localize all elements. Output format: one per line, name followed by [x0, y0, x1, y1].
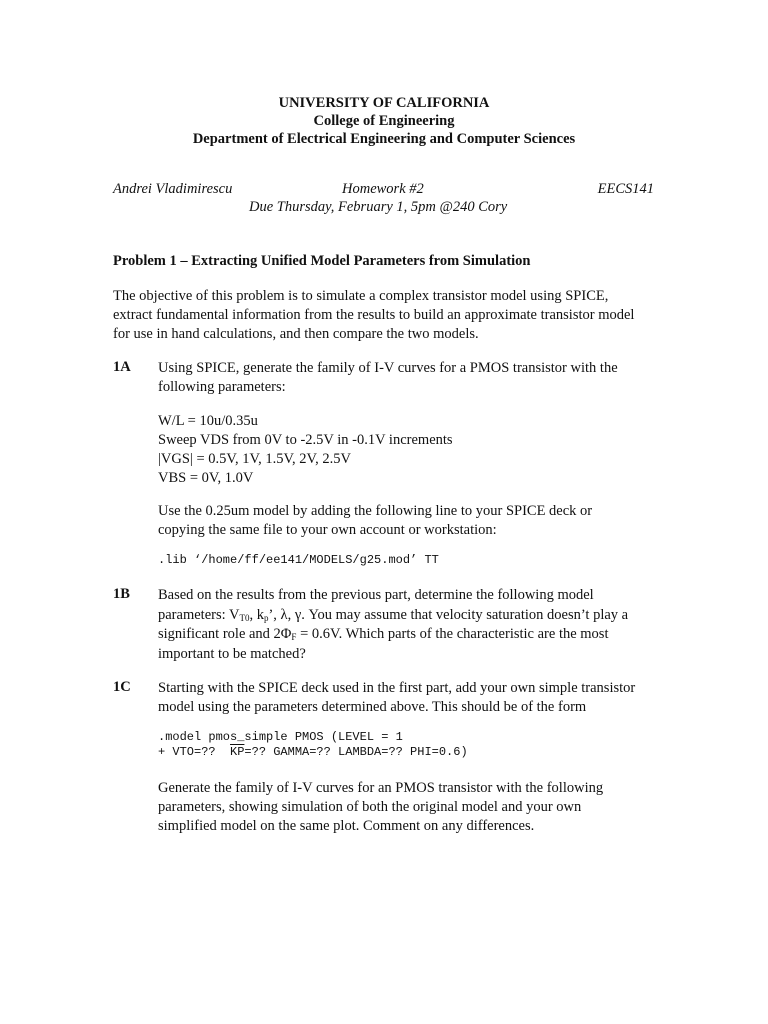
text-segment: parameters: V — [158, 606, 240, 623]
text-line: Using SPICE, generate the family of I-V curves for a PMOS transistor with the — [158, 360, 618, 376]
part-1c-outro — [158, 779, 678, 836]
part-1b-text — [158, 586, 678, 664]
text-segment: , k — [249, 606, 264, 623]
university-name: UNIVERSITY OF CALIFORNIA — [278, 95, 490, 111]
instructor-name: Andrei Vladimirescu — [113, 181, 233, 197]
problem-title: Problem 1 – Extracting Unified Model Parameters from Simulation — [113, 253, 531, 269]
part-1a-text — [158, 359, 658, 397]
subscript-p: p — [263, 612, 269, 623]
college-name: College of Engineering — [313, 113, 455, 129]
part-1a-label: 1A — [113, 359, 131, 375]
text-line: copying the same file to your own account or workstation: — [158, 522, 497, 538]
text-segment: significant role and 2Φ — [158, 626, 292, 642]
text-line — [158, 625, 678, 645]
part-1c-label: 1C — [113, 679, 131, 695]
department-name: Department of Electrical Engineering and Computer Sciences — [192, 131, 576, 147]
part-1a-note — [158, 502, 658, 540]
intro-paragraph — [113, 287, 673, 344]
part-1b-label: 1B — [113, 586, 130, 602]
intro-line: The objective of this problem is to simulate a complex transistor model using SPICE, — [113, 288, 609, 304]
assignment-title: Homework #2 — [342, 181, 424, 197]
text-line: Based on the results from the previous part, determine the following model — [158, 587, 594, 603]
spice-model-code-line1: .model pmos_simple PMOS (LEVEL = 1 — [158, 730, 403, 744]
param-line: Sweep VDS from 0V to -2.5V in -0.1V increments — [158, 432, 453, 448]
text-line — [158, 606, 678, 626]
spice-lib-code: .lib ‘/home/ff/ee141/MODELS/g25.mod’ TT — [158, 553, 439, 567]
text-line: model using the parameters determined above. This should be of the form — [158, 699, 587, 715]
part-1c-text — [158, 679, 678, 717]
text-line: following parameters: — [158, 379, 286, 395]
due-date: Due Thursday, February 1, 5pm @240 Cory — [249, 199, 508, 215]
intro-line: for use in hand calculations, and then compare the two models. — [113, 326, 479, 342]
spice-model-code-line2 — [158, 745, 468, 759]
text-line: simplified model on the same plot. Comment on any differences. — [158, 818, 535, 834]
subscript-f: F — [291, 632, 297, 642]
code-overline-segment: $\overline{KP}$ — [230, 745, 245, 759]
text-line: Starting with the SPICE deck used in the first part, add your own simple transistor — [158, 680, 636, 696]
subscript-t0: T0 — [239, 612, 250, 623]
part-1a-params — [158, 412, 658, 488]
text-line: Generate the family of I-V curves for an PMOS transistor with the following — [158, 780, 604, 796]
param-line: |VGS| = 0.5V, 1V, 1.5V, 2V, 2.5V — [158, 451, 351, 467]
param-line: W/L = 10u/0.35u — [158, 413, 258, 429]
text-segment: ’, λ, γ. You may assume that velocity saturation doesn’t play a — [268, 606, 629, 623]
course-code: EECS141 — [597, 181, 654, 197]
text-line: Use the 0.25um model by adding the following line to your SPICE deck or — [158, 503, 593, 519]
intro-line: extract fundamental information from the results to build an approximate transistor model — [113, 307, 635, 323]
text-line: parameters, showing simulation of both the original model and your own — [158, 799, 582, 815]
code-segment: + VTO=?? — [158, 745, 231, 759]
code-segment: =?? GAMMA=?? LAMBDA=?? PHI=0.6) — [244, 745, 468, 759]
text-segment: = 0.6V. Which parts of the characteristic are the most — [296, 626, 609, 642]
param-line: VBS = 0V, 1.0V — [158, 470, 254, 486]
text-line: important to be matched? — [158, 645, 306, 662]
